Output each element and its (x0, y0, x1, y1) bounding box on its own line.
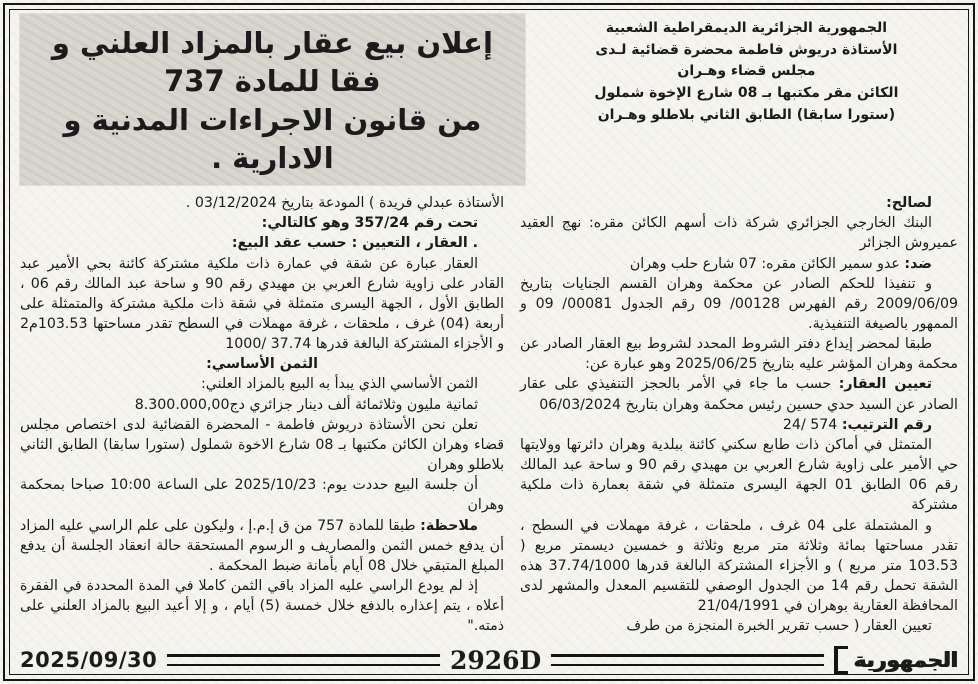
paragraph-label: تحت رقم 357/24 وهو كالتالي: (261, 215, 479, 232)
paragraph: ثمانية مليون وثلاثمائة ألف دينار جزائري دج8.300.000,00 (134, 396, 479, 413)
paragraph: أن جلسة البيع حددت يوم: 2025/10/23 على الساعة 10:00 صباحا بمحكمة وهران (20, 477, 505, 514)
paragraph: تعيين العقار ( حسب تقرير الخبرة المنجزة من طرف (626, 618, 932, 635)
column-left (20, 193, 504, 642)
paragraph-label: رقم الترتيب: (841, 416, 932, 433)
paragraph: الأستاذة عبدلي فريدة ) المودعة بتاريخ 03/12/2024 . (185, 195, 505, 212)
paragraph: ملاحظة: طبقا للمادة 757 من ق إ.م.إ ، وليكون على علم الراسي عليه المزاد أن يدفع خمس الثمن والمصاريف و الرسوم المستحقة حالة انعقاد الجلسة أن يدفع المبلغ المتبقي خلال 08 أيام بأمانة ضبط المحكمة . (20, 517, 505, 574)
column-right (520, 193, 958, 642)
header-line: الجمهورية الجزائرية الديمقراطية الشعبية (605, 20, 888, 36)
paragraph: طبقا لمحضر إيداع دفتر الشروط المحدد لشروط بيع العقار الصادر عن محكمة وهران المؤشر عليه بتاريخ 2025/06/25 وهو عبارة عن: (520, 336, 958, 373)
paragraph: الثمن الأساسي الذي يبدأ به البيع بالمزاد العلني: (201, 376, 479, 393)
paragraph: نعلن نحن الأستاذة دريوش فاطمة - المحضرة القضائية لدى اختصاص مجلس قضاء وهران الكائن مكتبها بـ 08 شارع الاخوة شملول (ستورا سابقا) الطابق الثاني بلاطلو وهران (20, 416, 505, 474)
paragraph: البنك الخارجي الجزائري شركة ذات أسهم الكائن مقره: نهج العقيد عميروش الجزائر (520, 215, 958, 252)
paragraph: ضد: عدو سمير الكائن مقره: 07 شارع حلب وهران (629, 255, 932, 272)
body-columns (20, 193, 958, 642)
paragraph (20, 233, 504, 253)
ad-reference-code: 2926D (449, 645, 542, 675)
paragraph: و المشتملة على 04 غرف ، ملحقات ، غرفة مهملات في السطح ، تقدر مساحتها بمائة وثلاثة متر مربع وثلاثة و خمسين ديسمتر مربع ( 103.53 متر مربع ) و الأجزاء المشتركة البالغة قدرها 37.74/1000 هذه الشقة تحمل رقم 14 من الجدول الوصفي للتقسيم المعدل والمشهر لدى المحافظة العقارية بوهران في 21/04/1991 (520, 517, 958, 615)
ad-title (20, 14, 525, 185)
paragraph-label: ضد: (904, 255, 932, 272)
paragraph-label: الثمن الأساسي: (206, 356, 318, 373)
paragraph-label: . العقار ، التعيين : حسب عقد البيع: (231, 235, 479, 252)
footer-strip (20, 644, 958, 676)
header-line: (ستورا سابقا) الطابق الثاني بلاطلو وهـران (597, 106, 896, 123)
header-line: الكائن مقر مكتبها بـ 08 شارع الإخوة شملول (594, 85, 899, 102)
ad-title-line-1: إعلان بيع عقار بالمزاد العلني و فقا للمادة 737 (51, 26, 493, 99)
paragraph (20, 213, 504, 233)
bailiff-header (535, 14, 958, 185)
paragraph: المتمثل في أماكن ذات طابع سكني كائنة ببلدية وهران دائرتها وولايتها حي الأمير على زاوية شارع العربي بن مهيدي رقم 90 و ساحة عبد المالك رقم 06 الطابق 01 الجهة اليسرى متمثلة في شقة بعمارة ذات ملكية مشتركة (520, 436, 958, 514)
paragraph-label: تعيين العقار: (838, 376, 933, 393)
paragraph: و تنفيذا للحكم الصادر عن محكمة وهران القسم الجنايات بتاريخ 2009/06/09 رقم الفهرس 00128/ 09 رقم الجدول 00081/ 09 و الممهور بالصيغة التنفيذية. (520, 275, 958, 332)
paragraph-label: ملاحظة: (420, 517, 479, 534)
publication-date: 2025/09/30 (20, 648, 158, 672)
paragraph: العقار عبارة عن شقة في عمارة ذات ملكية مشتركة كائنة بحي الأمير عبد القادر على زاوية شارع العربي بن مهيدي رقم 90 و ساحة عبد المالك رقم 06 ، الطابق الأول ، الجهة اليسرى متمثلة في شقة ذات ملكية مشتركة والمتمثلة على أربعة (04) غرف ، ملحقات ، غرفة مهملات في السطح تقدر مساحتها 103.53م2 و الأجزاء المشتركة البالغة قدرها 37.74 /1000 (20, 255, 505, 353)
header-line: الأستاذة دريوش فاطمة محضرة قضائية لـدى (595, 41, 898, 58)
logo-bracket-icon (834, 646, 848, 674)
paragraph: تعيين العقار: حسب ما جاء في الأمر بالحجز التنفيذي على عقار الصادر عن السيد حدي حسين رئيس محكمة وهران بتاريخ 06/03/2024 (520, 376, 958, 413)
footer-rule-right (551, 654, 824, 666)
paragraph (20, 354, 504, 374)
paragraph: إذ لم يودع الراسي عليه المزاد باقي الثمن كاملا في المدة المحددة في الفقرة أعلاه ، يتم إعذاره بالدفع خلال خمسة (5) أيام ، و إلا أعيد البيع بالمزاد العلني على ذمته." (20, 578, 505, 635)
ad-title-line-2: من قانون الاجراءات المدنية و الادارية . (63, 102, 482, 175)
footer-rule-left (167, 654, 440, 666)
paragraph: رقم الترتيب: 574 /24 (782, 416, 932, 433)
notice-content (20, 14, 958, 676)
paragraph-label: لصالح: (886, 195, 932, 212)
paragraph (520, 193, 958, 213)
newspaper-logo: الجمهورية (853, 648, 959, 672)
header-line: مجلس قضاء وهـران (677, 63, 816, 80)
top-row (20, 14, 958, 185)
newspaper-logo-group (834, 646, 958, 674)
